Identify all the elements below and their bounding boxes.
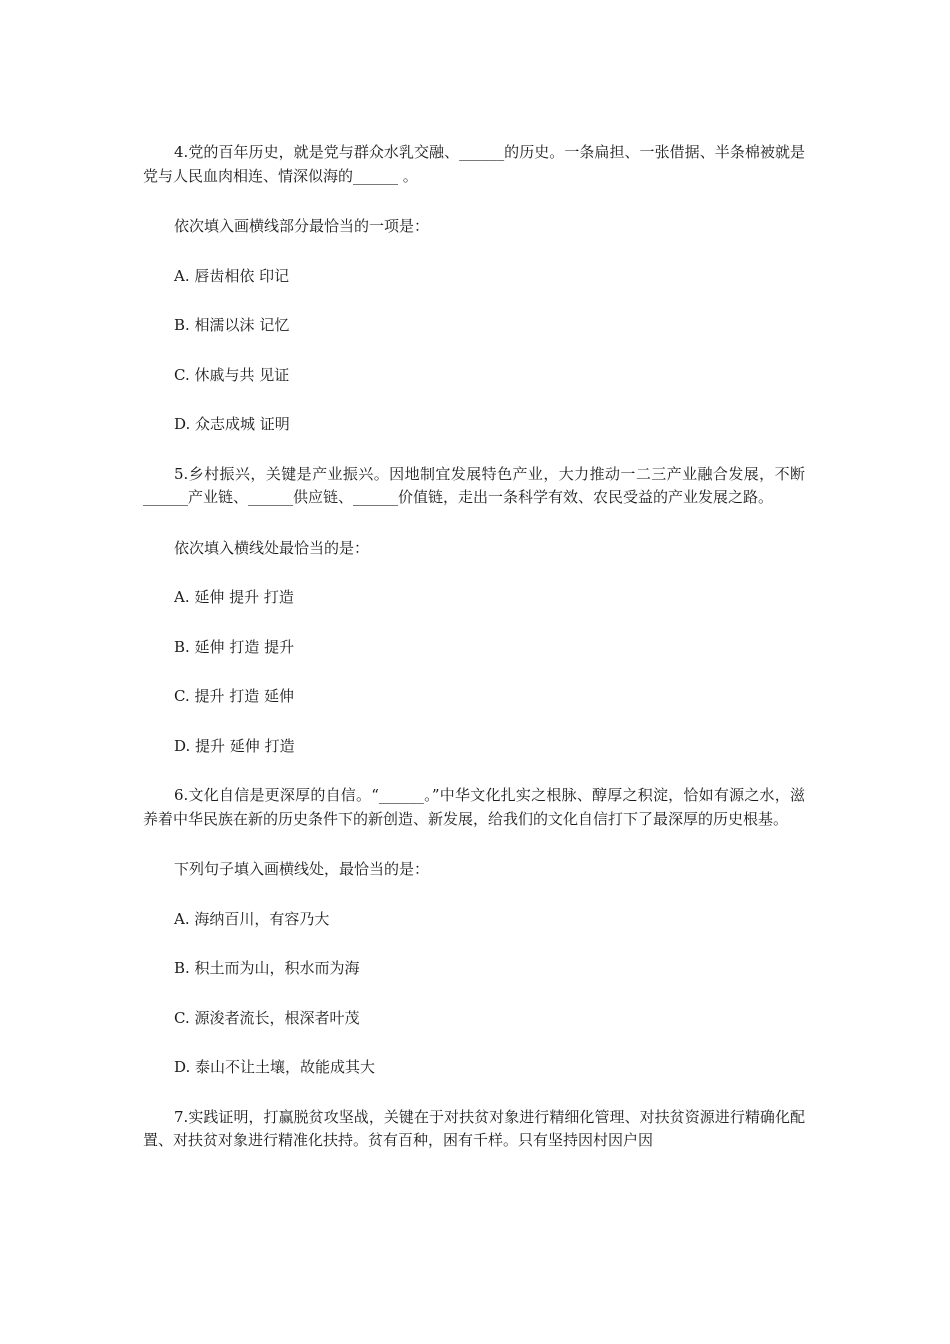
option-b: B. 延伸 打造 提升 [174,637,295,656]
question-7 [143,1106,805,1153]
question-stem: 4.党的百年历史，就是党与群众水乳交融、______的历史。一条扁担、一张借据、半条棉被就是党与人民血肉相连、情深似海的______ 。 [143,143,805,185]
option-d: D. 泰山不让土壤，故能成其大 [174,1058,376,1076]
question-prompt: 依次填入横线处最恰当的是： [174,538,370,557]
question-prompt: 下列句子填入画横线处，最恰当的是： [174,860,430,878]
option-d: D. 提升 延伸 打造 [174,736,295,755]
option-a: A. 唇齿相依 印记 [174,266,290,285]
option-d: D. 众志成城 证明 [174,415,290,433]
option-b: B. 相濡以沫 记忆 [174,316,290,334]
option-a: A. 海纳百川，有容乃大 [174,909,330,928]
option-a: A. 延伸 提升 打造 [174,588,294,606]
option-c: C. 源浚者流长，根深者叶茂 [174,1008,360,1027]
option-c: C. 休戚与共 见证 [174,365,290,384]
question-6 [143,784,805,1080]
question-prompt: 依次填入画横线部分最恰当的一项是： [174,217,430,235]
option-b: B. 积土而为山，积水而为海 [174,959,360,977]
question-4 [143,141,805,437]
question-stem: 7.实践证明，打赢脱贫攻坚战，关键在于对扶贫对象进行精细化管理、对扶贫资源进行精确化配置、对扶贫对象进行精准化扶持。贫有百种，困有千样。只有坚持因村因户因 [143,1107,805,1149]
question-stem: 6.文化自信是更深厚的自信。“______。”中华文化扎实之根脉、醇厚之积淀，恰如有源之水，滋养着中华民族在新的历史条件下的新创造、新发展，给我们的文化自信打下了最深厚的历史根基。 [143,786,805,828]
document-body [143,141,805,1153]
question-5 [143,463,805,759]
option-c: C. 提升 打造 延伸 [174,687,295,705]
question-stem: 5.乡村振兴，关键是产业振兴。因地制宜发展特色产业，大力推动一二三产业融合发展，不断______产业链、______供应链、______价值链，走出一条科学有效、农民受益的产业发展之路。 [143,464,805,506]
